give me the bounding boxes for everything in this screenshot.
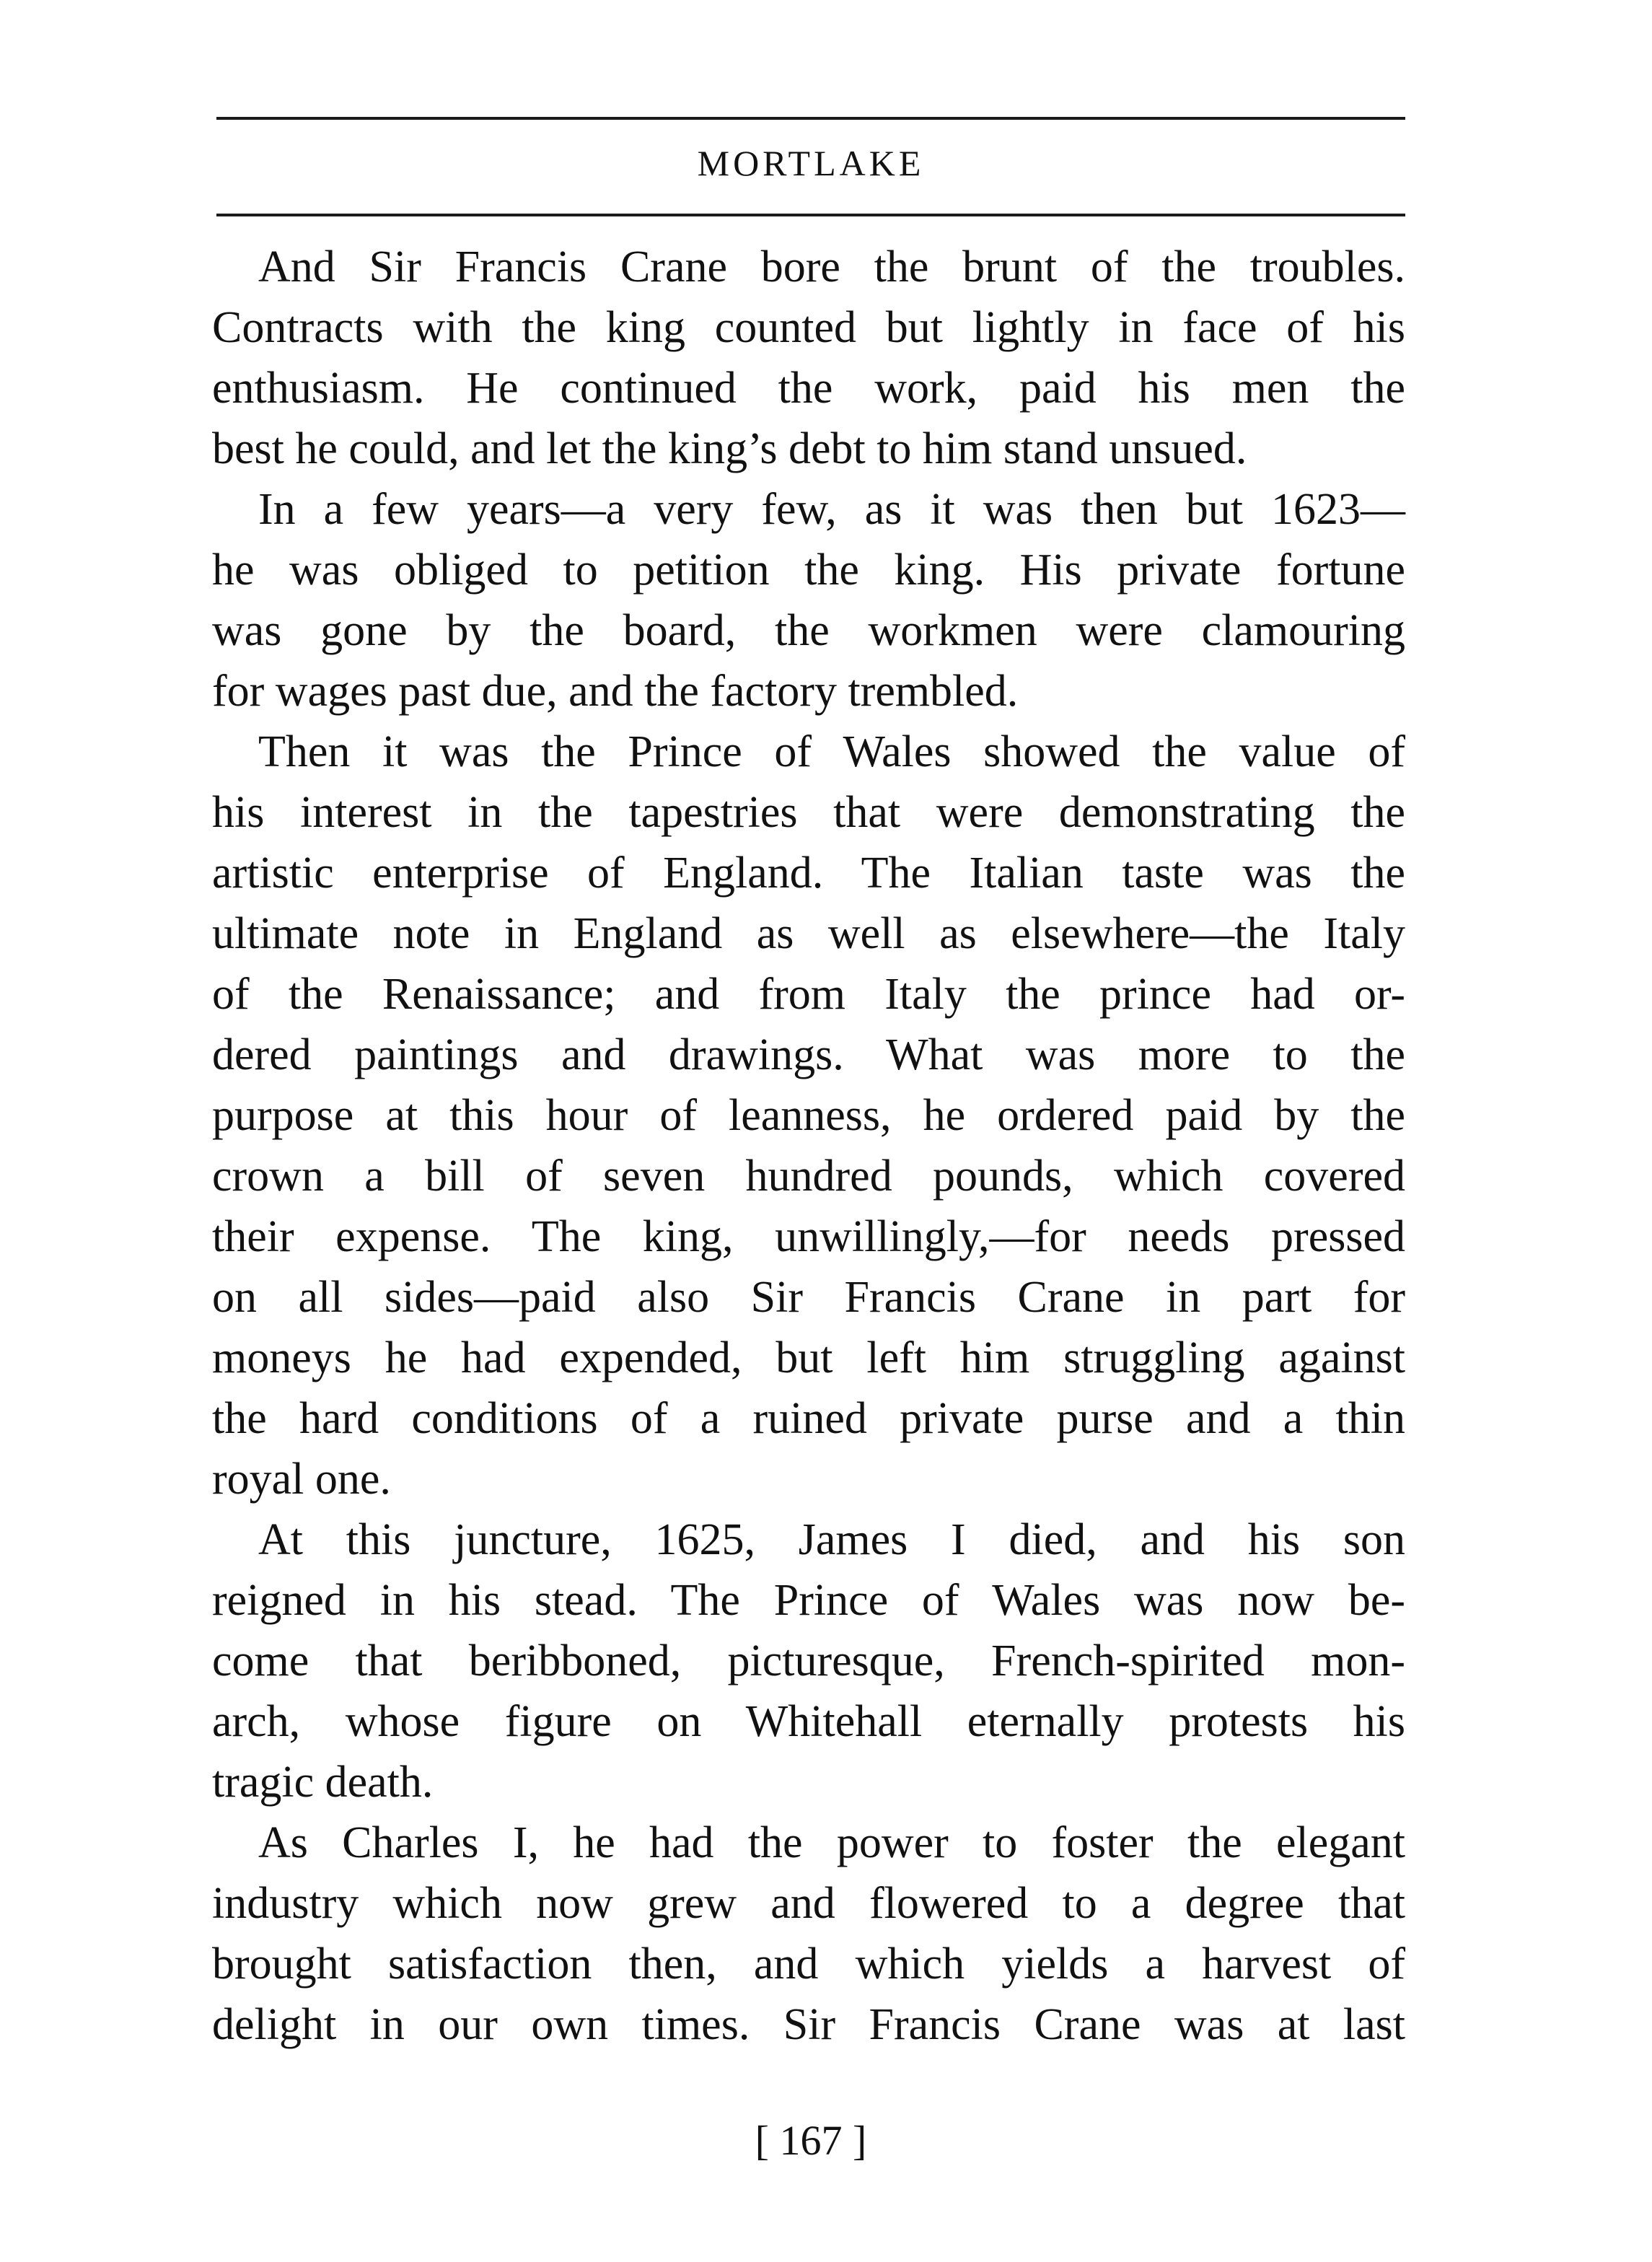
page-number: [ 167 ] <box>755 2117 867 2164</box>
text-line: enthusiasm. He continued the work, paid his men the <box>212 364 1405 413</box>
body-text <box>212 237 1405 2055</box>
text-line: reigned in his stead. The Prince of Wales was now be- <box>212 1576 1405 1625</box>
running-head: MORTLAKE <box>697 143 925 183</box>
text-line: of the Renaissance; and from Italy the prince had or- <box>212 970 1405 1019</box>
text-line: In a few years—a very few, as it was then but 1623— <box>258 485 1405 534</box>
text-line: crown a bill of seven hundred pounds, which covered <box>212 1152 1405 1201</box>
text-line: best he could, and let the king’s debt to him stand unsued. <box>212 424 1247 473</box>
text-line: moneys he had expended, but left him struggling against <box>212 1333 1405 1382</box>
text-line: he was obliged to petition the king. His private fortune <box>212 545 1405 595</box>
paragraph <box>212 722 1405 1509</box>
paragraph <box>212 479 1405 722</box>
paragraph <box>212 1812 1405 2055</box>
text-line: artistic enterprise of England. The Italian taste was the <box>212 849 1405 898</box>
text-line: delight in our own times. Sir Francis Crane was at last <box>212 2000 1405 2049</box>
text-line: on all sides—paid also Sir Francis Crane in part for <box>212 1273 1405 1322</box>
text-line: was gone by the board, the workmen were clamouring <box>212 606 1405 655</box>
paragraph <box>212 1509 1405 1812</box>
text-line: Contracts with the king counted but lightly in face of his <box>212 303 1405 352</box>
header-rule-bottom <box>216 214 1405 216</box>
text-line: brought satisfaction then, and which yields a harvest of <box>212 1939 1405 1989</box>
text-line: for wages past due, and the factory trembled. <box>212 667 1019 716</box>
text-line: Then it was the Prince of Wales showed the value of <box>258 727 1405 776</box>
text-line: And Sir Francis Crane bore the brunt of the troubles. <box>258 242 1405 291</box>
text-line: ultimate note in England as well as elsewhere—the Italy <box>212 909 1405 958</box>
text-line: come that beribboned, picturesque, French-spirited mon- <box>212 1636 1405 1685</box>
text-line: their expense. The king, unwillingly,—for needs pressed <box>212 1212 1405 1261</box>
text-line: his interest in the tapestries that were demonstrating the <box>212 788 1405 837</box>
paragraph <box>212 237 1405 479</box>
text-line: tragic death. <box>212 1758 434 1807</box>
text-line: the hard conditions of a ruined private purse and a thin <box>212 1394 1405 1443</box>
header-rule-top <box>216 117 1405 120</box>
text-line: arch, whose figure on Whitehall eternally protests his <box>212 1697 1405 1746</box>
text-line: industry which now grew and flowered to a degree that <box>212 1879 1405 1928</box>
text-line: As Charles I, he had the power to foster the elegant <box>258 1818 1405 1867</box>
text-line: purpose at this hour of leanness, he ordered paid by the <box>212 1091 1405 1140</box>
text-line: royal one. <box>212 1455 391 1504</box>
text-line: At this juncture, 1625, James I died, and his son <box>258 1515 1405 1564</box>
text-line: dered paintings and drawings. What was more to the <box>212 1030 1405 1079</box>
